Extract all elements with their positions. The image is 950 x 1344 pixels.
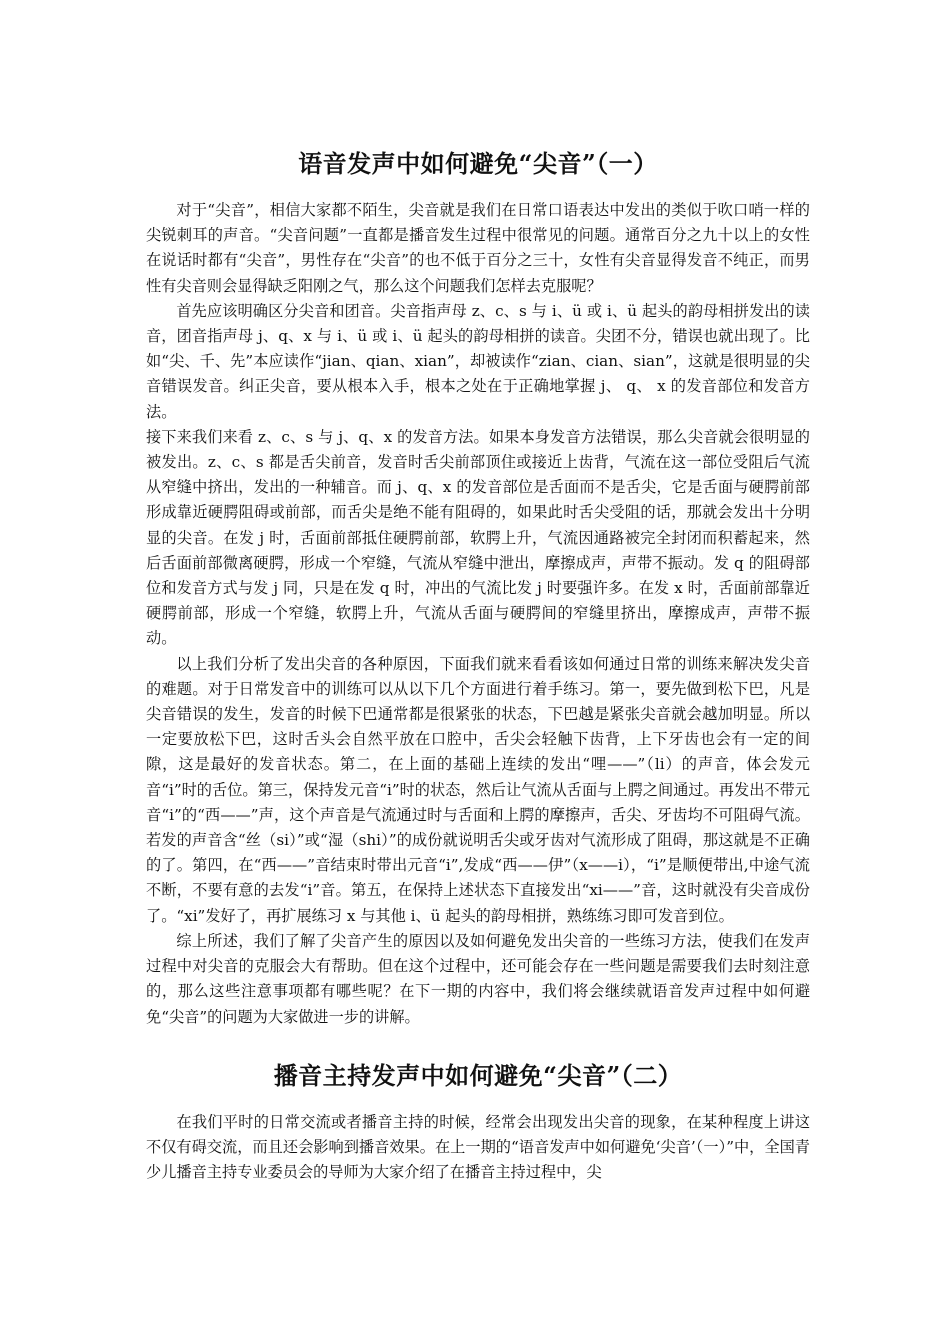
section-1-paragraph-4: 以上我们分析了发出尖音的各种原因，下面我们就来看看该如何通过日常的训练来解决发尖音的难题。对于日常发音中的训练可以从以下几个方面进行着手练习。第一，要先做到松下巴，凡是尖音错误的发生，发音的时候下巴通常都是很紧张的状态，下巴越是紧张尖音就会越加明显。所以一定要放松下巴，这时舌头会自然平放在口腔中，舌尖会轻触下齿背，上下牙齿也会有一定的间隙，这是最好的发音状态。第二，在上面的基础上连续的发出“哩——”（li）的声音，体会发元音“i”时的舌位。第三，保持发元音“i”时的状态，然后让气流从舌面与上腭之间通过。再发出不带元音“i”的“西——”声，这个声音是气流通过时与舌面和上腭的摩擦声，舌尖、牙齿均不可阻碍气流。若发的声音含“丝（si）”或“湿（shi）”的成份就说明舌尖或牙齿对气流形成了阻碍，那这就是不正确的了。第四，在“西——”音结束时带出元音“i”,发成“西——伊”（x——i），“i”是顺便带出,中途气流不断，不要有意的去发“i”音。第五，在保持上述状态下直接发出“xi——”音，这时就没有尖音成份了。“xi”发好了，再扩展练习 x 与其他 i、ü 起头的韵母相拼，熟练练习即可发音到位。 [146, 654, 810, 925]
section-1-paragraph-3: 接下来我们来看 z、c、s 与 j、q、x 的发音方法。如果本身发音方法错误，那么尖音就会很明显的被发出。z、c、s 都是舌尖前音，发音时舌尖前部顶住或接近上齿背，气流在这一部位受阻后气流从窄缝中挤出，发出的一种辅音。而 j、q、x 的发音部位是舌面而不是舌尖，它是舌面与硬腭前部形成靠近硬腭阻碍或前部，而舌尖是绝不能有阻碍的，如果此时舌尖受阻的话，那就会发出十分明显的尖音。在发 j 时，舌面前部抵住硬腭前部，软腭上升，气流因通路被完全封闭而积蓄起来，然后舌面前部微离硬腭，形成一个窄缝，气流从窄缝中泄出，摩擦成声，声带不振动。发 q 的阻碍部位和发音方式与发 j 同，只是在发 q 时，冲出的气流比发 j 时要强许多。在发 x 时，舌面前部靠近硬腭前部，形成一个窄缝，软腭上升，气流从舌面与硬腭间的窄缝里挤出，摩擦成声，声带不振动。 [146, 427, 810, 648]
document-page [146, 148, 810, 1185]
section-1-paragraph-1: 对于“尖音”，相信大家都不陌生，尖音就是我们在日常口语表达中发出的类似于吹口哨一样的尖锐刺耳的声音。“尖音问题”一直都是播音发生过程中很常见的问题。通常百分之九十以上的女性在说话时都有“尖音”，男性存在“尖音”的也不低于百分之三十，女性有尖音显得发音不纯正，而男性有尖音则会显得缺乏阳刚之气，那么这个问题我们怎样去克服呢？ [146, 201, 810, 295]
section-1-paragraph-2: 首先应该明确区分尖音和团音。尖音指声母 z、c、s 与 i、ü 或 i、ü 起头的韵母相拼发出的读音，团音指声母 j、q、x 与 i、ü 或 i、ü 起头的韵母相拼的读音。尖团不分，错误也就出现了。比如“尖、千、先”本应读作“jian、qian、xian”，却被读作“zian、cian、sian”，这就是很明显的尖音错误发音。纠正尖音，要从根本入手，根本之处在于正确地掌握 j、 q、 x 的发音部位和发音方法。 [146, 301, 810, 421]
section-1-title: 语音发声中如何避免“尖音”（一） [298, 149, 658, 178]
section-2-paragraph-1: 在我们平时的日常交流或者播音主持的时候，经常会出现发出尖音的现象，在某种程度上讲这不仅有碍交流，而且还会影响到播音效果。在上一期的“语音发声中如何避免‘尖音’（一）”中，全国青少儿播音主持专业委员会的导师为大家介绍了在播音主持过程中，尖 [146, 1112, 810, 1182]
section-1-paragraph-5: 综上所述，我们了解了尖音产生的原因以及如何避免发出尖音的一些练习方法，使我们在发声过程中对尖音的克服会大有帮助。但在这个过程中，还可能会存在一些问题是需要我们去时刻注意的，那么这些注意事项都有哪些呢？在下一期的内容中，我们将会继续就语音发声过程中如何避免“尖音”的问题为大家做进一步的讲解。 [146, 931, 810, 1026]
section-2-title: 播音主持发声中如何避免“尖音”（二） [273, 1060, 683, 1090]
